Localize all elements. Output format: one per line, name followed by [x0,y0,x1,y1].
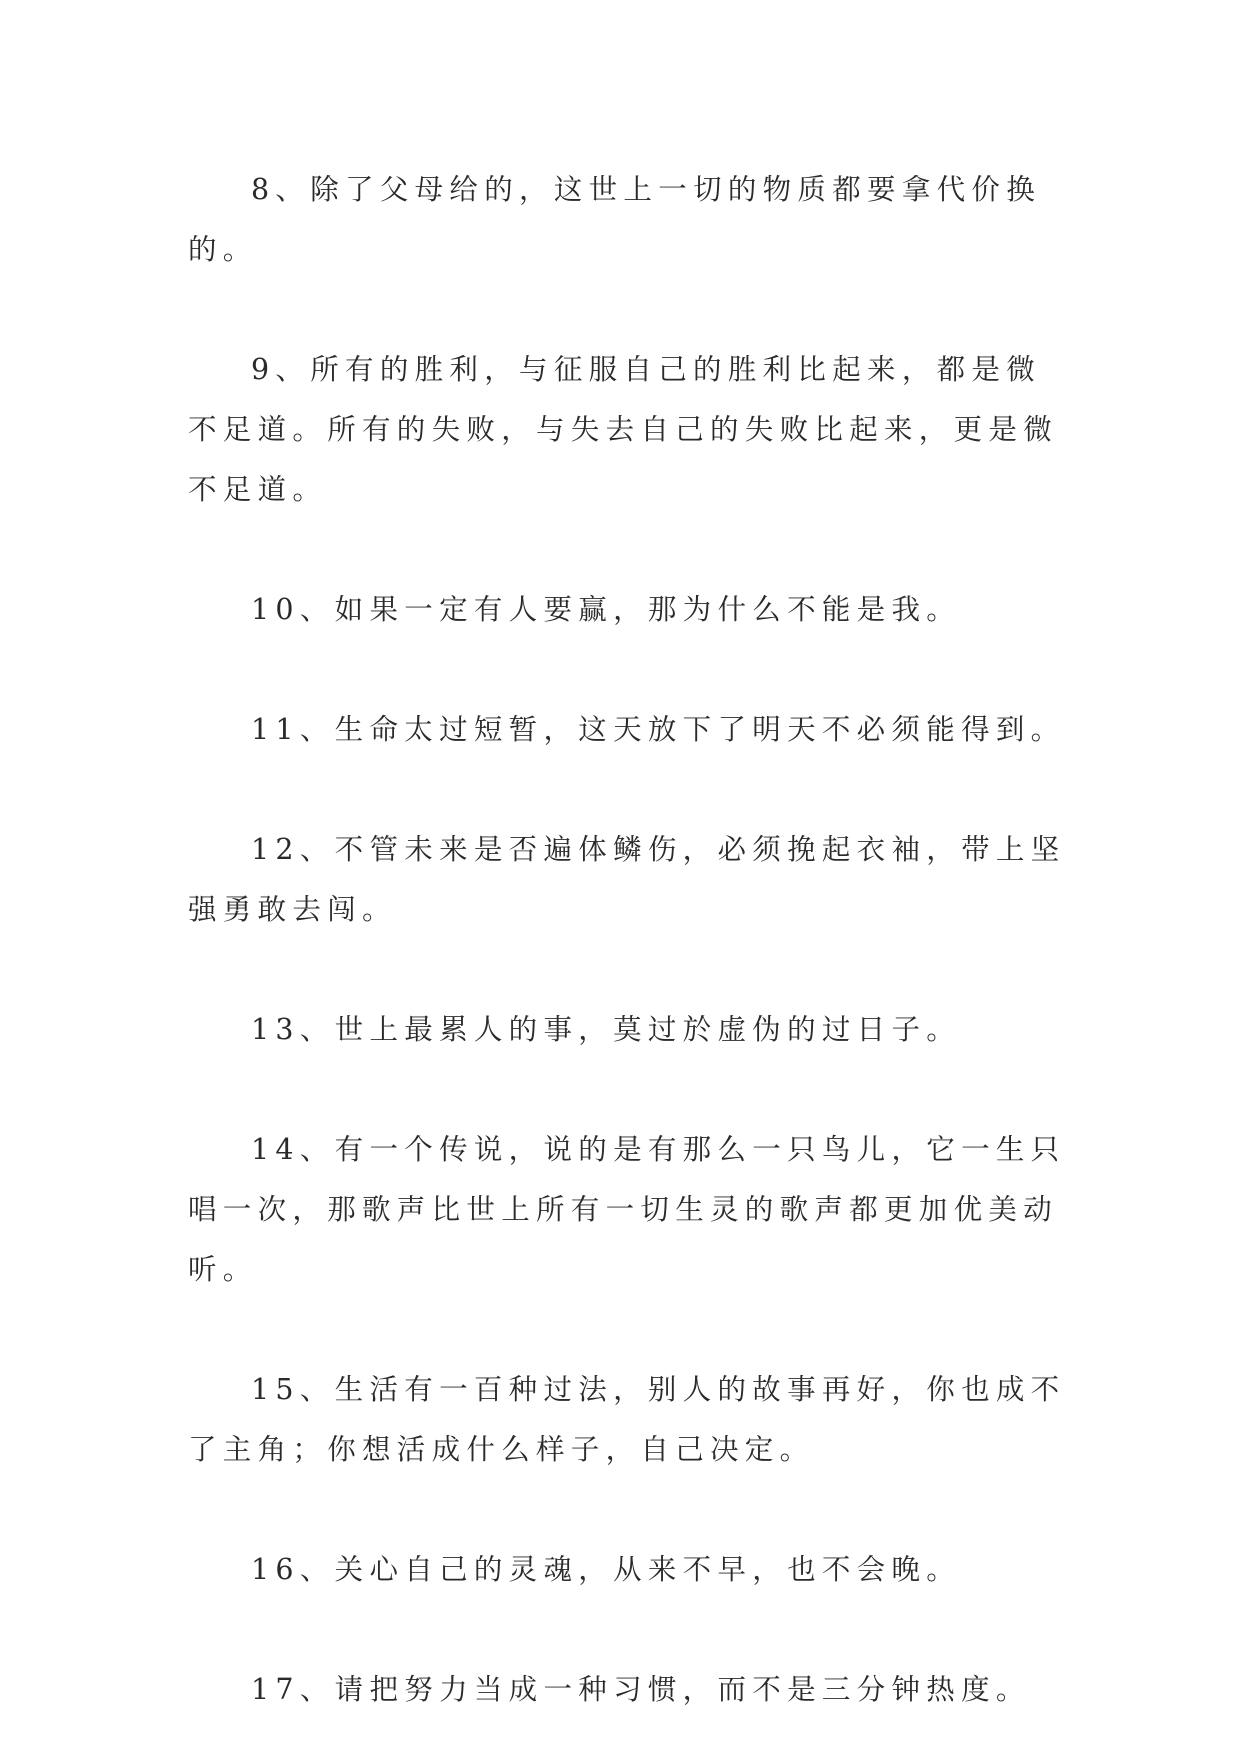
quote-paragraph-14: 14、有一个传说，说的是有那么一只鸟儿，它一生只唱一次，那歌声比世上所有一切生灵的歌声都更加优美动听。 [188,1133,1066,1286]
quote-paragraph-12: 12、不管未来是否遍体鳞伤，必须挽起衣袖，带上坚强勇敢去闯。 [188,833,1066,926]
quote-paragraph-11: 11、生命太过短暂，这天放下了明天不必须能得到。 [251,713,1066,746]
quote-paragraph-10: 10、如果一定有人要赢，那为什么不能是我。 [251,593,962,626]
document-page [188,160,1068,1720]
quote-paragraph-17: 17、请把努力当成一种习惯，而不是三分钟热度。 [251,1673,1031,1706]
quote-paragraph-9: 9、所有的胜利，与征服自己的胜利比起来，都是微不足道。所有的失败，与失去自己的失败比起来，更是微不足道。 [188,353,1059,506]
quote-paragraph-8: 8、除了父母给的，这世上一切的物质都要拿代价换的。 [188,173,1042,266]
quote-paragraph-16: 16、关心自己的灵魂，从来不早，也不会晚。 [251,1553,962,1586]
quote-paragraph-15: 15、生活有一百种过法，别人的故事再好，你也成不了主角；你想活成什么样子，自己决定。 [188,1373,1066,1466]
quote-paragraph-13: 13、世上最累人的事，莫过於虚伪的过日子。 [251,1013,962,1046]
